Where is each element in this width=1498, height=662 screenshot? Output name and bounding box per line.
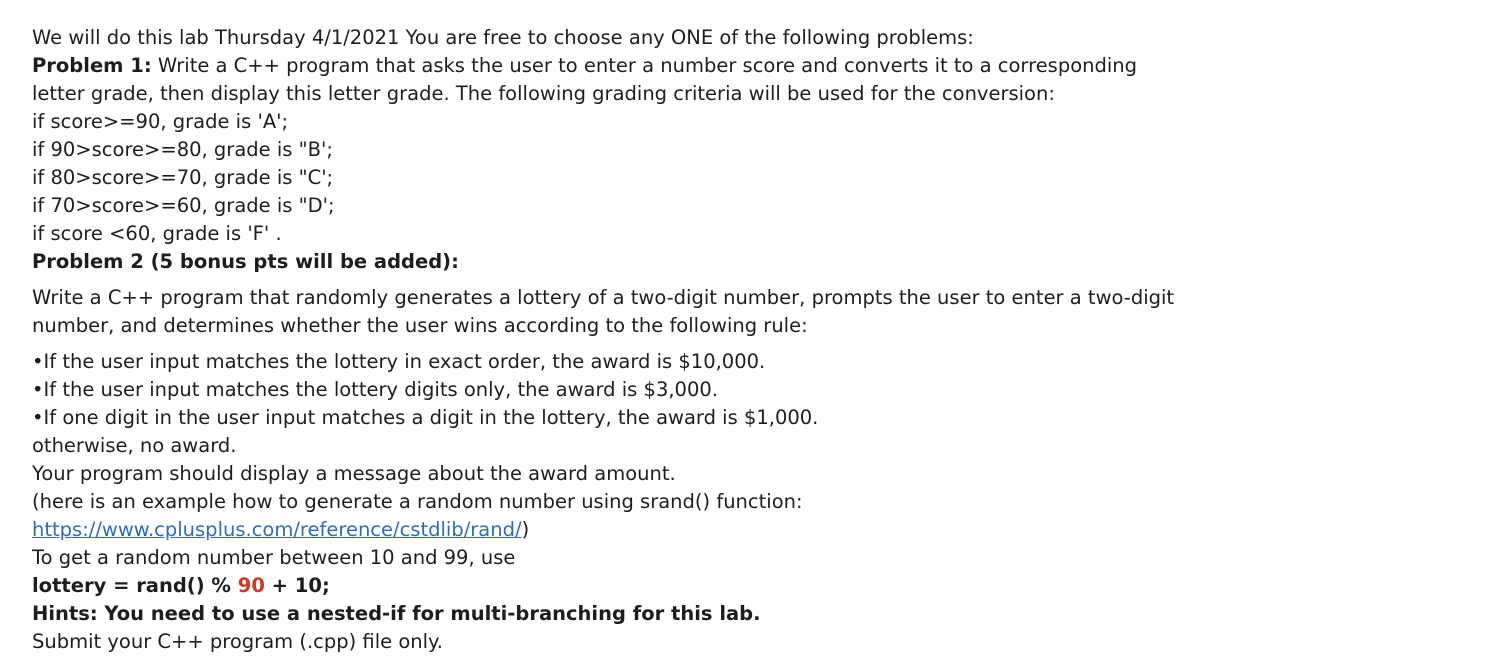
- example-close-paren: ): [521, 518, 530, 541]
- rule-digits-only: •If the user input matches the lottery digits only, the award is $3,000.: [32, 378, 718, 401]
- problem1-line1: [32, 52, 1472, 80]
- cplusplus-rand-link[interactable]: https://www.cplusplus.com/reference/cstdlib/rand/: [32, 518, 522, 541]
- otherwise-text: otherwise, no award.: [32, 434, 237, 457]
- problem2-heading-text: Problem 2 (5 bonus pts will be added):: [32, 250, 459, 273]
- submit-text: Submit your C++ program (.cpp) file only.: [32, 630, 443, 653]
- criteria-d: if 70>score>=60, grade is "D';: [32, 194, 335, 217]
- criteria-a: if score>=90, grade is 'A';: [32, 110, 289, 133]
- hints-line: [32, 600, 1472, 628]
- example-link-line: [32, 516, 1472, 544]
- problem1-text-line1: Write a C++ program that asks the user to enter a number score and converts it to a corresponding: [151, 54, 1138, 77]
- criteria-b: if 90>score>=80, grade is "B';: [32, 138, 333, 161]
- problem2-desc-line2: number, and determines whether the user wins according to the following rule:: [32, 314, 808, 337]
- hints-text: Hints: You need to use a nested-if for multi-branching for this lab.: [32, 602, 761, 625]
- criteria-c: if 80>score>=70, grade is "C';: [32, 166, 334, 189]
- criteria-f: if score <60, grade is 'F' .: [32, 222, 282, 245]
- problem1-text-line2: letter grade, then display this letter grade. The following grading criteria will be used for the conversion:: [32, 82, 1055, 105]
- code-number: 90: [237, 574, 265, 597]
- display-message-text: Your program should display a message about the award amount.: [32, 462, 676, 485]
- range-text: To get a random number between 10 and 99, use: [32, 546, 516, 569]
- intro-text: We will do this lab Thursday 4/1/2021 You are free to choose any ONE of the following problems:: [32, 26, 974, 49]
- rule-one-digit: •If one digit in the user input matches a digit in the lottery, the award is $1,000.: [32, 406, 819, 429]
- problem2-desc-line1: Write a C++ program that randomly generates a lottery of a two-digit number, prompts the user to enter a two-digit: [32, 286, 1175, 309]
- code-part1: lottery = rand() %: [32, 574, 238, 597]
- rule-exact-order: •If the user input matches the lottery in exact order, the award is $10,000.: [32, 350, 766, 373]
- example-intro-text: (here is an example how to generate a random number using srand() function:: [32, 490, 803, 513]
- code-line: [32, 572, 1472, 600]
- problem2-heading: [32, 248, 1472, 276]
- problem1-heading: Problem 1:: [32, 54, 152, 77]
- code-part2: + 10;: [264, 574, 330, 597]
- lab-document: [32, 24, 1472, 656]
